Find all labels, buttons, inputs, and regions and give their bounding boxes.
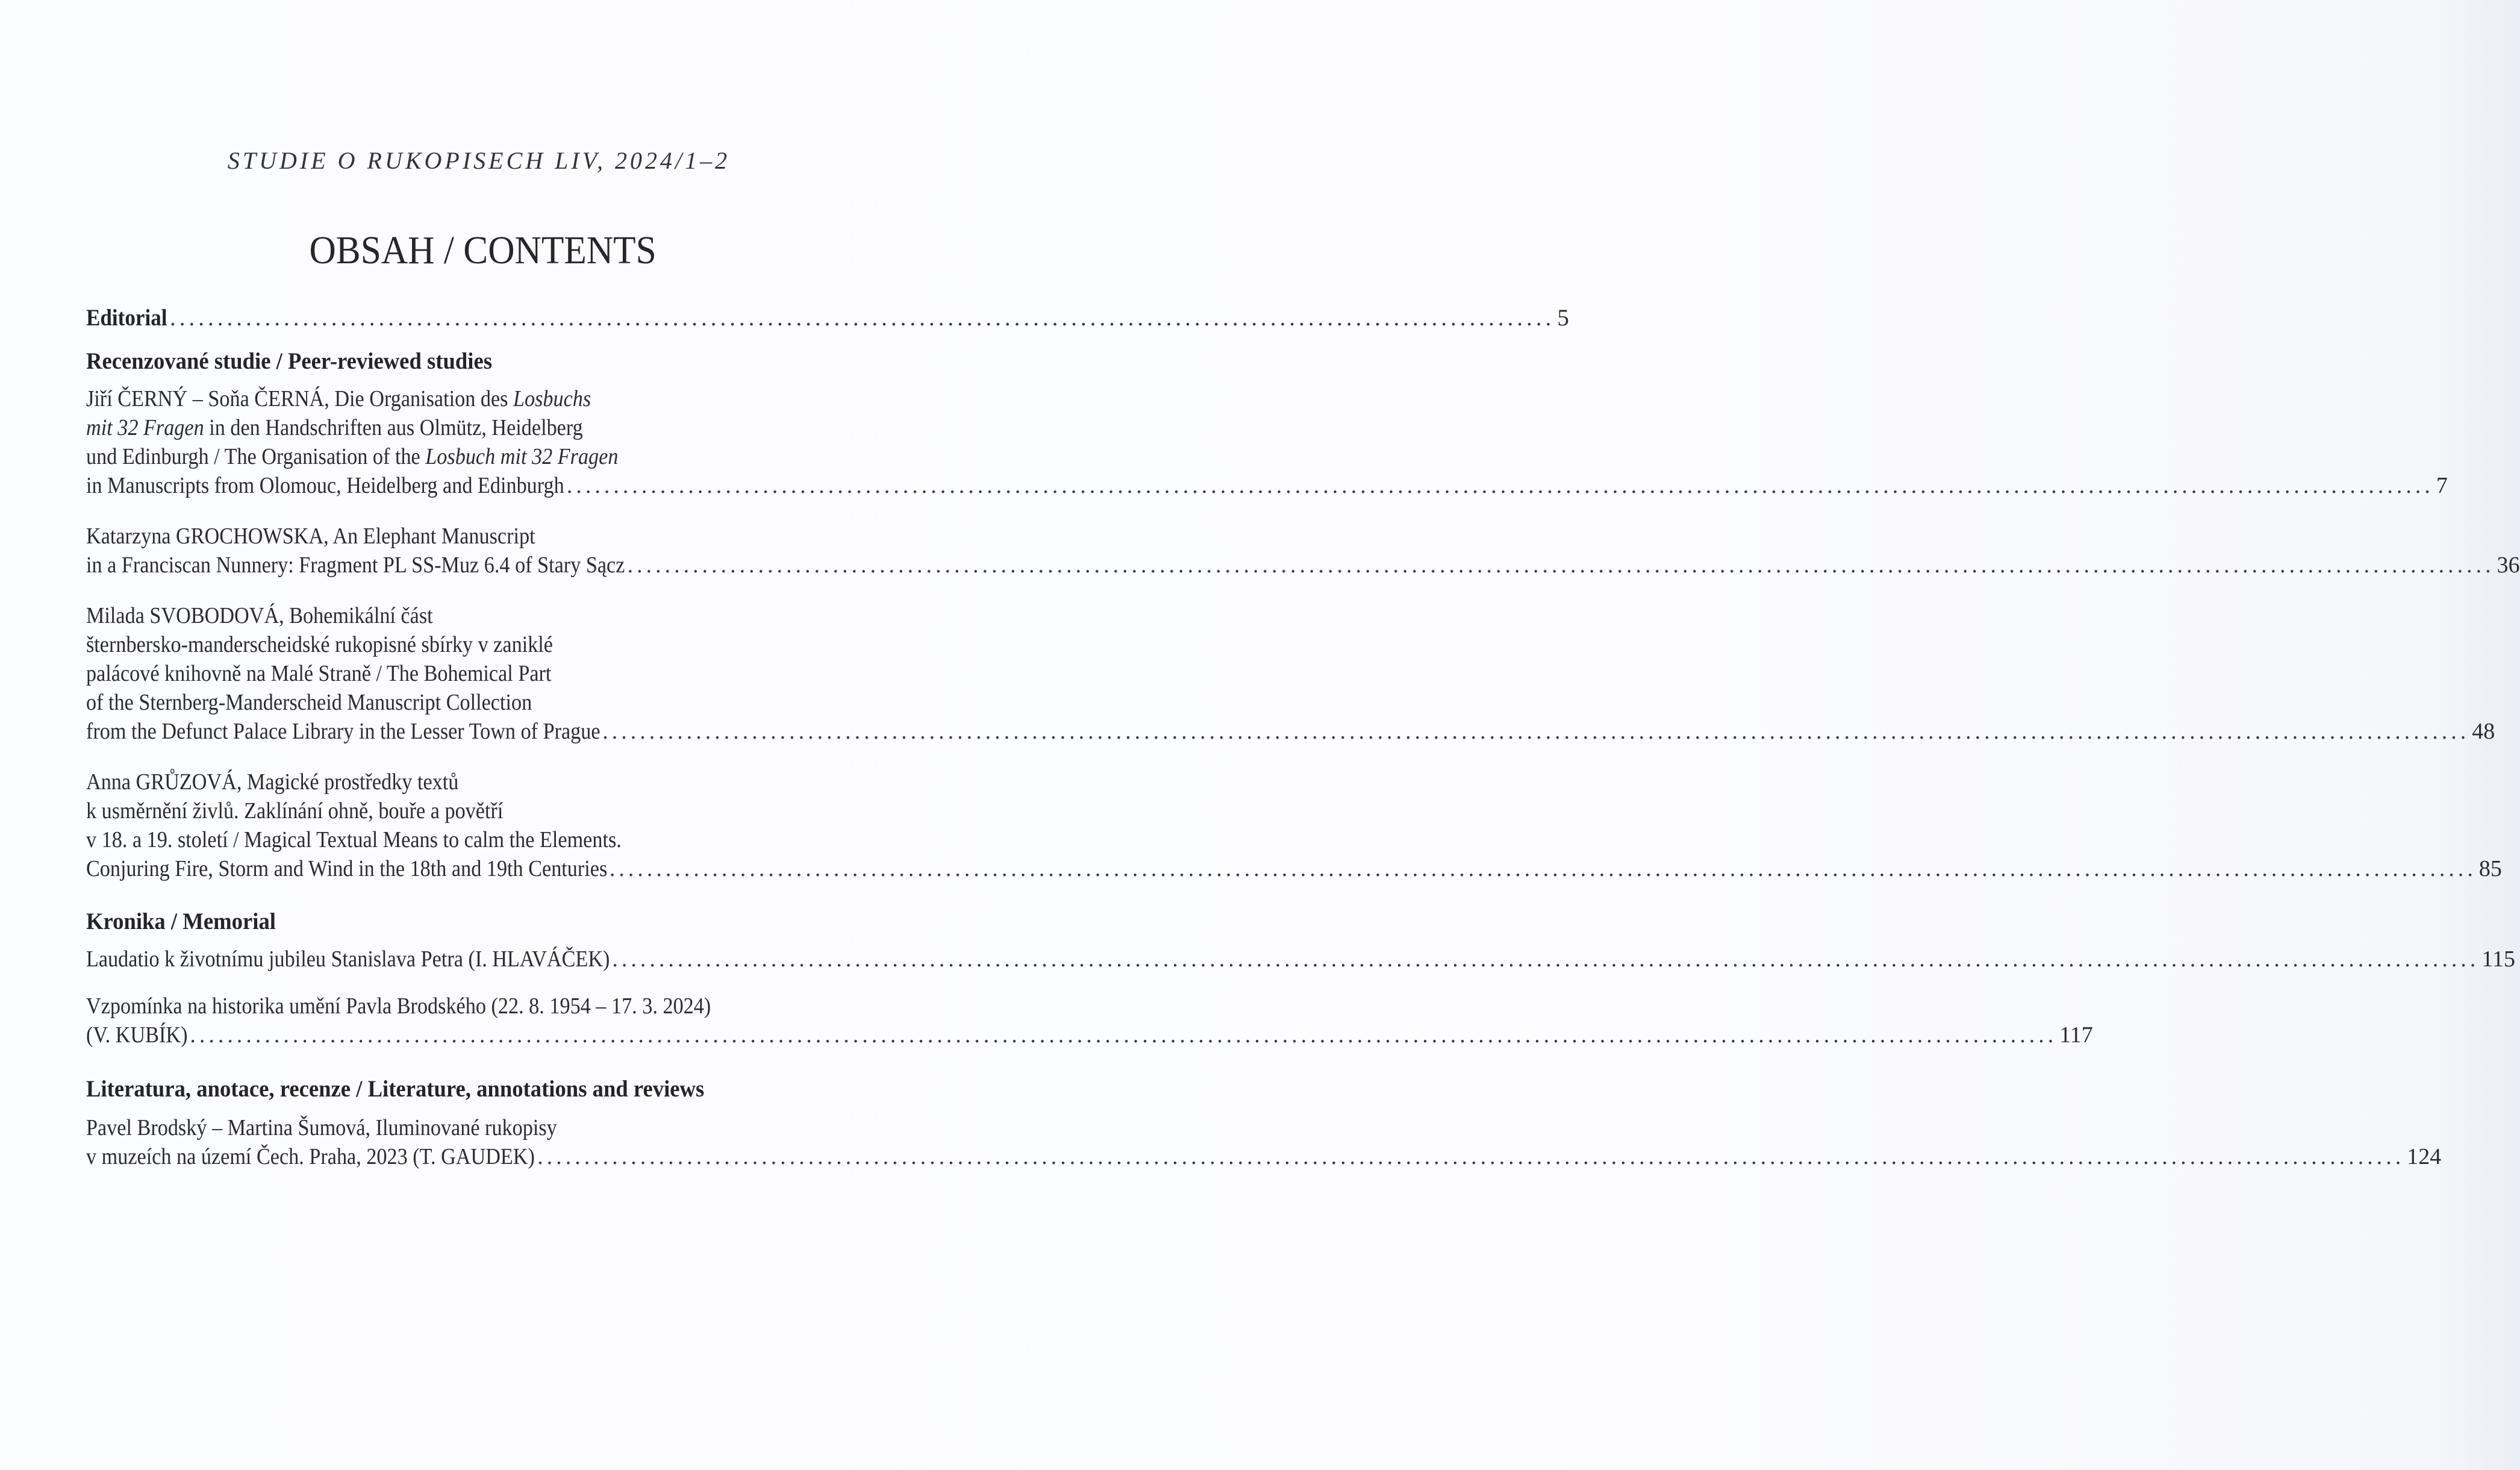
contents-heading: OBSAH / CONTENTS — [309, 228, 657, 272]
section-memorial — [86, 945, 2515, 1049]
entry-text-roman: Vzpomínka na historika umění Pavla Brodského (22. 8. 1954 – 17. 3. 2024) — [86, 993, 711, 1019]
entry-line — [86, 688, 846, 717]
entry-text — [86, 945, 610, 974]
entry-text-italic: Losbuchs — [513, 386, 591, 411]
entry-text — [86, 601, 433, 630]
entry-line — [86, 854, 2502, 883]
entry-line — [86, 945, 2515, 974]
entry-text — [86, 522, 535, 551]
leader-dots: .................................................................................................................................................. — [170, 305, 1555, 331]
entry-text — [86, 659, 551, 688]
entry-text — [86, 1142, 535, 1171]
entry-text — [86, 384, 591, 413]
entry-line — [86, 630, 846, 659]
toc-entry[interactable] — [86, 945, 2515, 974]
entry-text-roman: Anna GRŮZOVÁ, Magické prostředky textů — [86, 769, 459, 795]
entry-line — [86, 601, 846, 630]
page-number: 115 — [2481, 946, 2515, 972]
entry-title: Editorial — [86, 305, 167, 331]
entry-text — [86, 1113, 557, 1142]
page-number: 117 — [2059, 1022, 2093, 1048]
entry-text-roman: Conjuring Fire, Storm and Wind in the 18th and 19th Centuries — [86, 856, 608, 881]
section-title-peer-reviewed: Recenzované studie / Peer-reviewed studies — [86, 348, 492, 374]
entry-line — [86, 659, 846, 688]
entry-text-roman: palácové knihovně na Malé Straně / The Bohemical Part — [86, 661, 552, 686]
entry-text — [86, 768, 458, 796]
toc-entry[interactable] — [86, 601, 2495, 746]
entry-text-roman: šternbersko-manderscheidské rukopisné sbírky v zaniklé — [86, 632, 553, 657]
entry-text-roman: v 18. a 19. století / Magical Textual Means to calm the Elements. — [86, 827, 622, 852]
entry-line — [86, 1021, 2093, 1049]
section-title-memorial: Kronika / Memorial — [86, 909, 276, 934]
leader-dots: ........................................................................................................................................................................................................ — [609, 856, 2477, 881]
page-number: 124 — [2407, 1144, 2442, 1169]
entry-text-roman: from the Defunct Palace Library in the Lesser Town of Prague — [86, 719, 600, 744]
entry-line — [86, 384, 846, 413]
toc-entry[interactable] — [86, 992, 2093, 1049]
entry-text — [86, 442, 618, 471]
leader-dots: ........................................................................................................................................................................................................ — [537, 1144, 2405, 1169]
entry-line — [86, 471, 2448, 500]
table-of-contents — [86, 304, 2520, 1171]
entry-text — [86, 854, 607, 883]
leader-dots: ........................................................................................................................................................................................................ — [612, 946, 2480, 972]
entry-text — [86, 551, 625, 580]
page-number: 36 — [2497, 552, 2520, 578]
section-peer-reviewed — [86, 384, 2520, 883]
entry-line — [86, 551, 2520, 580]
entry-text-roman: Jiří ČERNÝ – Soňa ČERNÁ, Die Organisation des — [86, 386, 513, 411]
entry-text-roman: und Edinburgh / The Organisation of the — [86, 444, 426, 469]
entry-line — [86, 796, 846, 825]
toc-entry[interactable] — [86, 522, 2520, 580]
entry-text-roman: v muzeích na území Čech. Praha, 2023 (T. GAUDEK) — [86, 1144, 535, 1169]
entry-text — [86, 471, 564, 500]
entry-text — [86, 796, 503, 825]
toc-entry[interactable] — [86, 768, 2502, 883]
entry-text-roman: k usměrnění živlů. Zaklínání ohně, bouře a povětří — [86, 798, 504, 824]
entry-text-roman: (V. KUBÍK) — [86, 1022, 188, 1048]
entry-text-italic: mit 32 Fragen — [86, 415, 204, 440]
entry-text — [86, 825, 622, 854]
section-reviews — [86, 1113, 2442, 1171]
entry-line — [86, 522, 846, 551]
entry-text — [86, 630, 553, 659]
entry-text-roman: Milada SVOBODOVÁ, Bohemikální část — [86, 603, 433, 628]
entry-text-roman: Laudatio k životnímu jubileu Stanislava Petra (I. HLAVÁČEK) — [86, 946, 610, 972]
entry-text — [86, 413, 583, 442]
entry-text-roman: in Manuscripts from Olomouc, Heidelberg and Edinburgh — [86, 473, 564, 498]
entry-text-roman: Pavel Brodský – Martina Šumová, Iluminované rukopisy — [86, 1115, 557, 1140]
entry-line — [86, 825, 846, 854]
leader-dots: ........................................................................................................................................................................................................ — [190, 1022, 2057, 1048]
leader-dots: ........................................................................................................................................................................................................ — [602, 719, 2470, 744]
entry-line — [86, 992, 846, 1021]
toc-entry[interactable] — [86, 384, 2448, 500]
entry-text-roman: in a Franciscan Nunnery: Fragment PL SS-Muz 6.4 of Stary Sącz — [86, 552, 625, 578]
entry-line — [86, 1142, 2442, 1171]
entry-line — [86, 413, 846, 442]
entry-text-roman: Katarzyna GROCHOWSKA, An Elephant Manuscript — [86, 524, 535, 549]
page-number: 5 — [1557, 305, 1569, 331]
entry-line — [86, 442, 846, 471]
toc-entry[interactable] — [86, 1113, 2442, 1171]
entry-text-roman: of the Sternberg-Manderscheid Manuscript Collection — [86, 690, 532, 715]
page-number: 7 — [2436, 473, 2448, 498]
entry-text — [86, 688, 532, 717]
entry-text — [86, 1021, 187, 1049]
leader-dots: ........................................................................................................................................................................................................ — [627, 552, 2495, 578]
entry-text — [86, 992, 711, 1021]
entry-line — [86, 1113, 846, 1142]
entry-line — [86, 768, 846, 796]
entry-text-roman: in den Handschriften aus Olmütz, Heidelberg — [204, 415, 583, 440]
leader-dots: ........................................................................................................................................................................................................ — [566, 473, 2434, 498]
page-number: 85 — [2478, 856, 2502, 881]
section-title-reviews: Literatura, anotace, recenze / Literature, annotations and reviews — [86, 1076, 705, 1102]
journal-title: STUDIE O RUKOPISECH LIV, 2024/1–2 — [227, 147, 731, 174]
entry-line — [86, 717, 2495, 746]
entry-text — [86, 717, 600, 746]
page-number: 48 — [2472, 719, 2495, 744]
entry-text-italic: Losbuch mit 32 Fragen — [425, 444, 619, 469]
toc-entry-editorial[interactable] — [86, 304, 1569, 333]
